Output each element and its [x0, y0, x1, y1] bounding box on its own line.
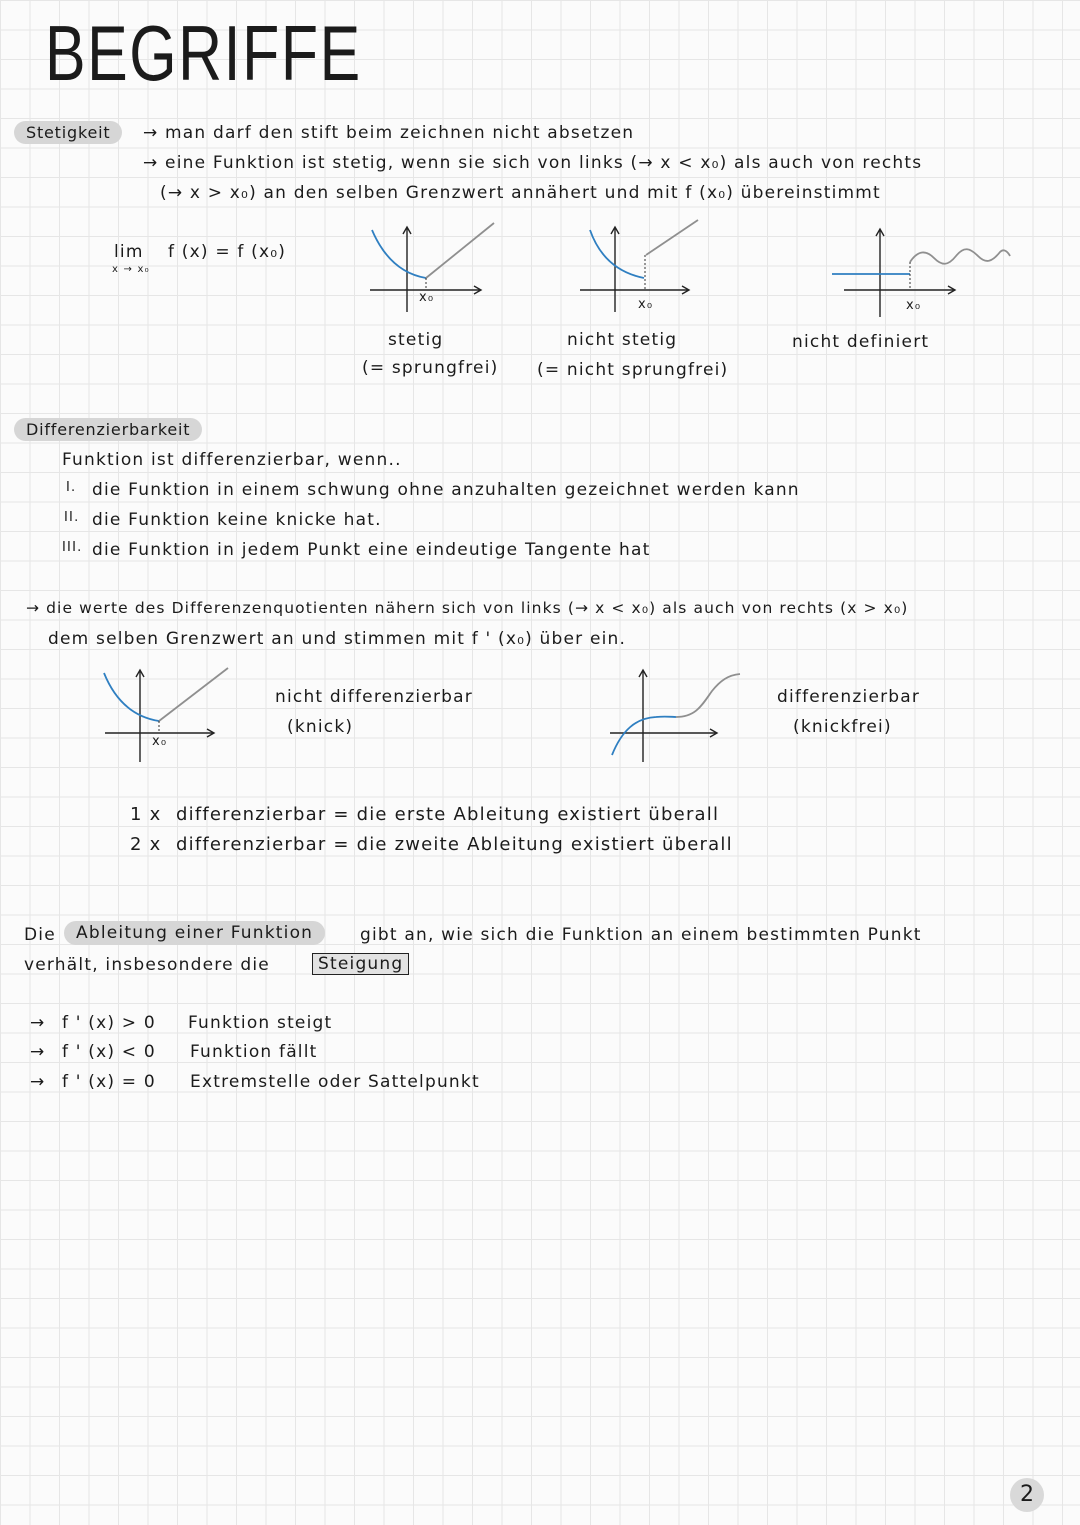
graph-differenzierbar-caption: differenzierbar [777, 687, 921, 707]
graph-nicht-definiert-tick: x₀ [906, 298, 922, 313]
rule-1-condition: f ' (x) > 0 [62, 1013, 156, 1033]
page-number: 2 [1010, 1478, 1044, 1512]
graph-nicht-differenzierbar-tick: x₀ [152, 734, 168, 749]
diff-item-1: die Funktion in einem schwung ohne anzuhalten gezeichnet werden kann [92, 480, 800, 500]
graph-nicht-stetig [570, 220, 700, 320]
right-branch [159, 668, 228, 721]
graph-nicht-stetig-caption: nicht stetig [567, 330, 678, 350]
order-2-prefix: 2 x [130, 834, 162, 855]
graph-stetig-tick: x₀ [419, 290, 435, 305]
diff-item-2-num: II. [64, 510, 80, 525]
steigung-box: Steigung [312, 953, 409, 975]
diff-item-2: die Funktion keine knicke hat. [92, 510, 382, 530]
diff-intro: Funktion ist differenzierbar, wenn.. [62, 450, 402, 470]
diff-item-3: die Funktion in jedem Punkt eine eindeutige Tangente hat [92, 540, 651, 560]
rule-3-arrow: → [30, 1072, 46, 1092]
diff-quotient-line-1: → die werte des Differenzenquotienten nähern sich von links (→ x < x₀) als auch von rechts (x > x₀) [26, 599, 909, 617]
page-title: BEGRIFFE [45, 9, 362, 97]
diff-item-3-num: III. [62, 540, 83, 555]
stetigkeit-line-3: (→ x > x₀) an den selben Grenzwert annähert und mit f (x₀) übereinstimmt [160, 183, 881, 203]
graph-stetig-caption-2: (= sprungfrei) [362, 358, 499, 378]
formula-lim: lim [114, 242, 144, 262]
right-branch [646, 220, 698, 255]
graph-stetig [360, 220, 490, 320]
section-label-stetigkeit: Stetigkeit [14, 121, 122, 144]
rule-2-arrow: → [30, 1042, 46, 1062]
rule-2-meaning: Funktion fällt [190, 1042, 318, 1062]
graph-stetig-caption: stetig [388, 330, 444, 350]
formula-rhs: f (x) = f (x₀) [168, 242, 287, 262]
ableitung-line-2: verhält, insbesondere die [24, 955, 270, 975]
diff-item-1-num: I. [66, 480, 77, 495]
stetigkeit-line-1: → man darf den stift beim zeichnen nicht absetzen [143, 123, 635, 143]
graph-nicht-stetig-tick: x₀ [638, 297, 654, 312]
left-branch [372, 230, 426, 278]
section-label-differenzierbarkeit: Differenzierbarkeit [14, 418, 202, 441]
ableitung-text-after: gibt an, wie sich die Funktion an einem bestimmten Punkt [360, 925, 922, 945]
rule-1-meaning: Funktion steigt [188, 1013, 333, 1033]
graph-nicht-definiert-caption: nicht definiert [792, 332, 930, 352]
formula-lim-subscript: x → x₀ [112, 264, 150, 275]
ableitung-text-before: Die [24, 925, 56, 945]
graph-differenzierbar-caption-2: (knickfrei) [793, 717, 892, 737]
rule-2-condition: f ' (x) < 0 [62, 1042, 156, 1062]
left-branch [590, 230, 644, 278]
stetigkeit-line-2: → eine Funktion ist stetig, wenn sie sich von links (→ x < x₀) als auch von rechts [143, 153, 923, 173]
diff-quotient-line-2: dem selben Grenzwert an und stimmen mit f ' (x₀) über ein. [48, 629, 627, 649]
left-branch [104, 673, 159, 721]
right-branch [910, 249, 1010, 264]
graph-nicht-differenzierbar-caption-2: (knick) [287, 717, 354, 737]
graph-nicht-differenzierbar-caption: nicht differenzierbar [275, 687, 473, 707]
right-branch [676, 674, 740, 717]
order-1-prefix: 1 x [130, 804, 162, 825]
left-branch [612, 717, 676, 755]
graph-differenzierbar [600, 665, 750, 765]
rule-3-meaning: Extremstelle oder Sattelpunkt [190, 1072, 480, 1092]
graph-nicht-stetig-caption-2: (= nicht sprungfrei) [537, 360, 729, 380]
order-2-text: differenzierbar = die zweite Ableitung existiert überall [176, 834, 733, 855]
order-1-text: differenzierbar = die erste Ableitung existiert überall [176, 804, 720, 825]
right-branch [426, 223, 494, 278]
rule-1-arrow: → [30, 1013, 46, 1033]
ableitung-highlight: Ableitung einer Funktion [64, 921, 325, 945]
rule-3-condition: f ' (x) = 0 [62, 1072, 156, 1092]
graph-nicht-differenzierbar [95, 665, 235, 765]
